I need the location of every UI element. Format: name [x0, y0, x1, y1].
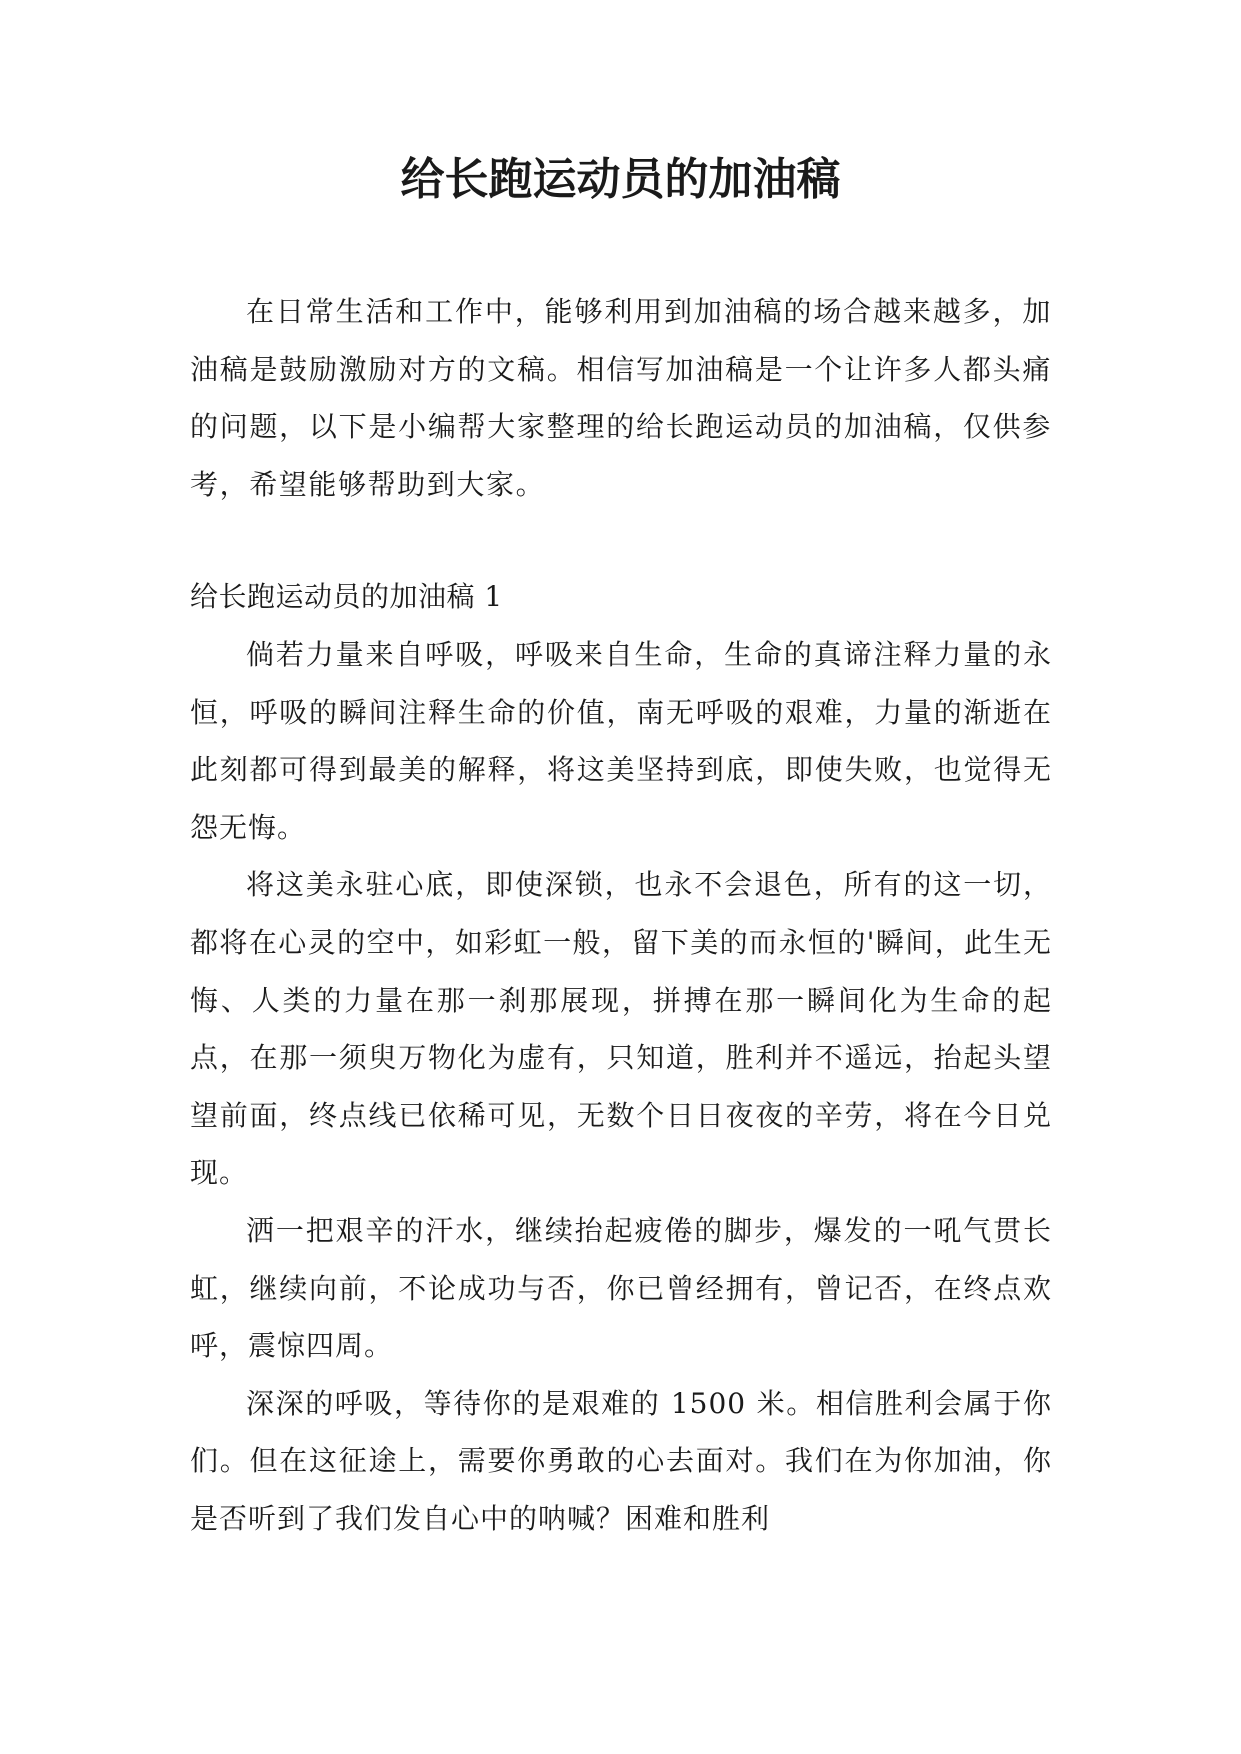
body-paragraph: 洒一把艰辛的汗水，继续抬起疲倦的脚步，爆发的一吼气贯长虹，继续向前，不论成功与否，你已曾经拥有，曾记否，在终点欢呼，震惊四周。 [190, 1213, 1052, 1363]
intro-paragraph: 在日常生活和工作中，能够利用到加油稿的场合越来越多，加油稿是鼓励激励对方的文稿。相信写加油稿是一个让许多人都头痛的问题，以下是小编帮大家整理的给长跑运动员的加油稿，仅供参考，希望能够帮助到大家。 [190, 295, 1052, 501]
body-paragraph: 倘若力量来自呼吸，呼吸来自生命，生命的真谛注释力量的永恒，呼吸的瞬间注释生命的价值，南无呼吸的艰难，力量的渐逝在此刻都可得到最美的解释，将这美坚持到底，即使失败，也觉得无怨无悔。 [190, 637, 1052, 844]
section-heading: 给长跑运动员的加油稿 1 [190, 580, 503, 614]
document-body [190, 283, 1052, 1547]
document-title: 给长跑运动员的加油稿 [400, 154, 841, 205]
body-paragraph: 深深的呼吸，等待你的是艰难的 1500 米。相信胜利会属于你们。但在这征途上，需要你勇敢的心去面对。我们在为你加油，你是否听到了我们发自心中的呐喊？困难和胜利 [190, 1386, 1052, 1535]
body-paragraph: 将这美永驻心底，即使深锁，也永不会退色，所有的这一切，都将在心灵的空中，如彩虹一般，留下美的而永恒的'瞬间，此生无悔、人类的力量在那一刹那展现，拼搏在那一瞬间化为生命的起点，在那一须臾万物化为虚有，只知道，胜利并不遥远，抬起头望望前面，终点线已依稀可见，无数个日日夜夜的辛劳，将在今日兑现。 [190, 868, 1052, 1190]
